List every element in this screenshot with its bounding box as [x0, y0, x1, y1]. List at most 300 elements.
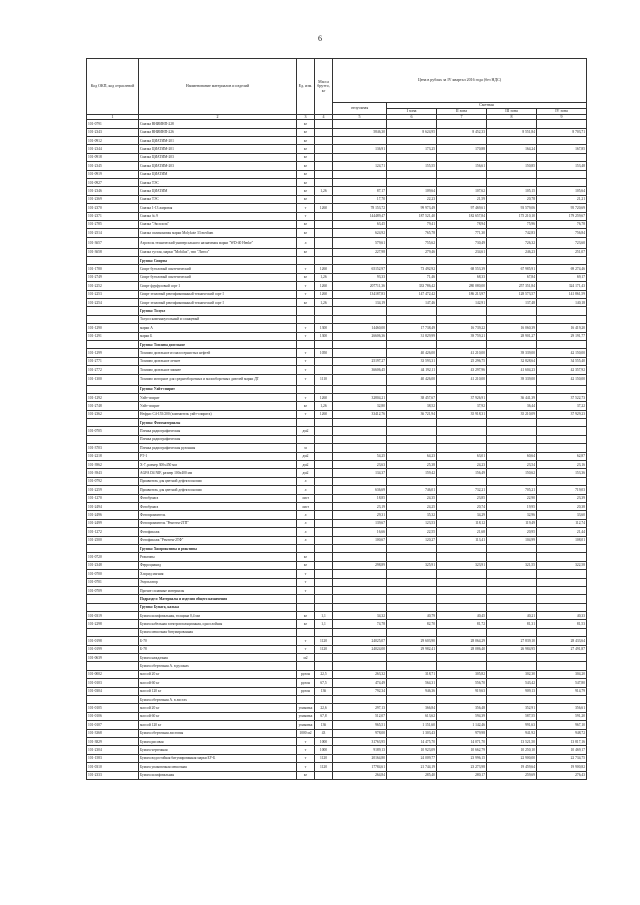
header-estimate: Сметная: [387, 103, 587, 109]
row-code: 101-2494: [87, 503, 139, 511]
row-name: Группа: Толуол: [139, 307, 297, 315]
row-zone-4: [537, 544, 587, 552]
row-zone-4: 356,61: [537, 704, 587, 712]
row-zone-4: [537, 628, 587, 636]
row-name: Бумага мешочная битумированная: [139, 628, 297, 636]
table-row: [87, 754, 587, 762]
row-unit: кг: [297, 128, 315, 136]
row-price: [333, 444, 387, 452]
row-mass: [315, 212, 333, 220]
table-row: [87, 645, 587, 653]
row-unit: кг: [297, 195, 315, 203]
row-mass: 1,1: [315, 620, 333, 628]
row-zone-2: [437, 419, 487, 427]
row-price: [333, 385, 387, 393]
row-code: 101-0105: [87, 704, 139, 712]
row-zone-1: [387, 419, 437, 427]
row-mass: [315, 195, 333, 203]
row-zone-4: 29 191,77: [537, 332, 587, 340]
row-unit: л: [297, 528, 315, 536]
row-unit: т: [297, 324, 315, 332]
row-mass: [315, 477, 333, 485]
table-row: [87, 737, 587, 745]
row-name: Топливо дизельное из малосернистых нефтей: [139, 349, 297, 357]
row-unit: кг: [297, 229, 315, 237]
row-zone-3: 32 828,64: [487, 357, 537, 365]
row-zone-3: 105,15: [487, 187, 537, 195]
row-name: массой 20 кг: [139, 670, 297, 678]
row-mass: 67,5: [315, 679, 333, 687]
row-zone-1: [387, 595, 437, 603]
row-zone-3: 39 339,00: [487, 374, 537, 385]
row-price: [333, 374, 387, 385]
row-mass: [315, 561, 333, 569]
header-zone-2: II зона: [437, 109, 487, 115]
row-price: [333, 349, 387, 357]
row-unit: кг: [297, 402, 315, 410]
row-price: [333, 586, 387, 594]
table-row: [87, 712, 587, 720]
row-zone-2: 732,21: [437, 486, 487, 494]
row-zone-2: 41 210,00: [437, 374, 487, 385]
row-code: 101-3962: [87, 461, 139, 469]
row-zone-2: 771,30: [437, 229, 487, 237]
table-row: [87, 162, 587, 170]
row-name: Смазка ЦИАТИМ-203: [139, 153, 297, 161]
row-zone-3: 909,13: [487, 687, 537, 695]
col-num: 7: [437, 115, 487, 120]
row-mass: [315, 771, 333, 779]
row-name: Бумага наждачная: [139, 654, 297, 662]
row-code: 101-3943: [87, 469, 139, 477]
table-row: [87, 637, 587, 645]
row-unit: л: [297, 519, 315, 527]
row-mass: [315, 494, 333, 502]
row-zone-3: [487, 419, 537, 427]
row-mass: [315, 357, 333, 365]
row-zone-3: 587,55: [487, 712, 537, 720]
row-price: [333, 170, 387, 178]
row-price: [333, 257, 387, 265]
row-unit: рулон: [297, 670, 315, 678]
row-zone-2: 68,33: [437, 273, 487, 281]
row-price: 36606,45: [333, 366, 387, 374]
row-zone-3: 13 521,50: [487, 737, 537, 745]
row-zone-1: 285,40: [387, 771, 437, 779]
row-name: Нефрас С4-155/200 (заменитель уайт-спирита): [139, 410, 297, 418]
row-mass: [315, 536, 333, 544]
row-zone-2: 170,88: [437, 145, 487, 153]
row-unit: [297, 695, 315, 703]
row-zone-3: 20,95: [487, 528, 537, 536]
row-zone-1: 746,01: [387, 486, 437, 494]
row-zone-2: [437, 307, 487, 315]
table-row: [87, 282, 587, 290]
row-zone-3: 41 604,23: [487, 366, 537, 374]
row-price: 26606,36: [333, 332, 387, 340]
row-zone-4: 19 900,82: [537, 763, 587, 771]
row-code: 101-0103: [87, 679, 139, 687]
row-zone-2: [437, 654, 487, 662]
row-name: Б-70: [139, 637, 297, 645]
row-zone-3: 93 579,06: [487, 204, 537, 212]
row-price: 624,92: [333, 229, 387, 237]
row-code: 101-3658: [87, 248, 139, 256]
row-zone-4: [537, 603, 587, 611]
row-zone-1: 36 721,94: [387, 410, 437, 418]
row-zone-1: 38 457,67: [387, 393, 437, 401]
row-name: Смазка силиконовая марки Molykote 33 medium: [139, 229, 297, 237]
row-code: 101-2749: [87, 273, 139, 281]
row-zone-4: 20,38: [537, 503, 587, 511]
table-row: [87, 393, 587, 401]
row-zone-3: 32,96: [487, 511, 537, 519]
row-zone-2: [437, 340, 487, 348]
row-zone-4: 27 491,87: [537, 645, 587, 653]
row-zone-1: 25,38: [387, 461, 437, 469]
table-row: [87, 237, 587, 248]
row-zone-4: [537, 578, 587, 586]
row-name: Пленка радиографическая рулонная: [139, 444, 297, 452]
table-row: [87, 366, 587, 374]
row-zone-4: 37,22: [537, 402, 587, 410]
row-price: 17784,61: [333, 763, 387, 771]
row-code: [87, 385, 139, 393]
row-zone-2: 37,92: [437, 402, 487, 410]
row-mass: 1260: [315, 393, 333, 401]
row-price: 93,33: [333, 273, 387, 281]
row-name: Топливо дизельное зимнее: [139, 366, 297, 374]
header-price-title: Цена в рублях за IV квартал 2016 года (без НДС): [333, 59, 587, 103]
row-zone-3: [487, 662, 537, 670]
row-price: 636,69: [333, 486, 387, 494]
row-price: 63,45: [333, 220, 387, 228]
row-name: Бумага шлифовальная: [139, 771, 297, 779]
row-mass: [315, 427, 333, 435]
row-code: [87, 695, 139, 703]
row-name: марки А: [139, 324, 297, 332]
row-price: [333, 544, 387, 552]
table-body: [87, 120, 587, 780]
col-num: 4: [315, 115, 333, 120]
row-code: 101-0927: [87, 178, 139, 186]
row-price: 24024,00: [333, 645, 387, 653]
row-mass: [315, 366, 333, 374]
table-row: [87, 721, 587, 729]
row-price: 134,37: [333, 469, 387, 477]
row-name: Уайт-спирит: [139, 402, 297, 410]
row-code: 101-2344: [87, 145, 139, 153]
row-code: 101-1780: [87, 265, 139, 273]
row-name: Группа: Фотоматериалы: [139, 419, 297, 427]
row-mass: [315, 486, 333, 494]
row-unit: т: [297, 754, 315, 762]
row-zone-2: 37 926,91: [437, 393, 487, 401]
row-price: 264,84: [333, 771, 387, 779]
row-zone-1: 17 738,49: [387, 324, 437, 332]
row-name: Бумага оберточная листовая: [139, 729, 297, 737]
row-mass: 1260: [315, 410, 333, 418]
row-code: [87, 628, 139, 636]
table-row: [87, 570, 587, 578]
row-zone-3: 8 551,84: [487, 128, 537, 136]
row-zone-4: 719,03: [537, 486, 587, 494]
row-mass: 1,1: [315, 612, 333, 620]
row-name: массой 60 кг: [139, 712, 297, 720]
table-row: [87, 349, 587, 357]
row-code: 101-0639: [87, 654, 139, 662]
row-zone-4: 105,64: [537, 187, 587, 195]
row-zone-4: 42 150,00: [537, 349, 587, 357]
row-name: марки Б: [139, 332, 297, 340]
row-zone-3: 259,69: [487, 771, 537, 779]
table-row: [87, 357, 587, 365]
row-zone-2: 14 071,70: [437, 737, 487, 745]
row-zone-2: 10 662,79: [437, 746, 487, 754]
row-price: 32804,21: [333, 393, 387, 401]
row-zone-1: 14 475,70: [387, 737, 437, 745]
row-price: [333, 553, 387, 561]
row-price: 124,71: [333, 162, 387, 170]
row-mass: [315, 628, 333, 636]
row-unit: т: [297, 349, 315, 357]
row-zone-1: 325,91: [387, 561, 437, 569]
row-name: Бумага водостойкая битумированная марки БУ-Б: [139, 754, 297, 762]
row-zone-3: 150,85: [487, 162, 537, 170]
row-zone-4: [537, 553, 587, 561]
row-unit: т: [297, 265, 315, 273]
row-zone-1: [387, 427, 437, 435]
row-price: [333, 307, 387, 315]
row-zone-1: [387, 385, 437, 393]
row-zone-1: 35,32: [387, 511, 437, 519]
row-mass: [315, 178, 333, 186]
row-mass: [315, 519, 333, 527]
row-zone-4: [537, 120, 587, 128]
row-zone-3: 35 210,09: [487, 410, 537, 418]
row-unit: кг: [297, 187, 315, 195]
row-zone-4: 179 259,67: [537, 212, 587, 220]
row-mass: 1120: [315, 637, 333, 645]
row-zone-2: 556,70: [437, 679, 487, 687]
table-row: [87, 204, 587, 212]
row-code: [87, 544, 139, 552]
row-zone-4: 591,20: [537, 712, 587, 720]
row-code: 101-2499: [87, 519, 139, 527]
row-code: 101-2772: [87, 366, 139, 374]
row-price: [333, 178, 387, 186]
row-zone-2: 23 273,98: [437, 763, 487, 771]
row-mass: 1,26: [315, 402, 333, 410]
row-zone-3: [487, 427, 537, 435]
row-zone-1: [387, 435, 437, 443]
table-row: [87, 620, 587, 628]
table-row: [87, 265, 587, 273]
row-price: 14460,00: [333, 324, 387, 332]
row-zone-3: 119,49: [487, 519, 537, 527]
row-code: 101-0107: [87, 721, 139, 729]
row-zone-1: 120,27: [387, 536, 437, 544]
row-name: Группа: Топлива дизельное: [139, 340, 297, 348]
row-zone-2: 156,49: [437, 469, 487, 477]
header-unit: Ед. изм.: [297, 59, 315, 115]
row-unit: кг: [297, 561, 315, 569]
row-zone-3: 67,84: [487, 273, 537, 281]
header-zone-3: III зона: [487, 109, 537, 115]
header-code: Код ОКП, код отраслевой: [87, 59, 139, 115]
row-code: 101-2343: [87, 128, 139, 136]
row-code: 101-2348: [87, 561, 139, 569]
row-code: 101-0106: [87, 712, 139, 720]
table-row: [87, 771, 587, 779]
row-code: [87, 435, 139, 443]
row-zone-4: 723,60: [537, 237, 587, 248]
row-unit: [297, 307, 315, 315]
row-zone-3: [487, 695, 537, 703]
row-zone-1: 44 192,11: [387, 366, 437, 374]
row-zone-2: [437, 178, 487, 186]
row-unit: л: [297, 237, 315, 248]
row-unit: л: [297, 477, 315, 485]
row-zone-4: [537, 257, 587, 265]
row-unit: дм2: [297, 427, 315, 435]
row-zone-4: 23,39: [537, 494, 587, 502]
row-unit: т: [297, 332, 315, 340]
row-zone-1: 29 982,41: [387, 645, 437, 653]
table-row: [87, 402, 587, 410]
row-price: 207711,36: [333, 282, 387, 290]
row-zone-2: [437, 385, 487, 393]
row-unit: т: [297, 737, 315, 745]
row-name: Смазка ЦИАТИМ-201: [139, 145, 297, 153]
row-code: 101-0319: [87, 612, 139, 620]
row-zone-3: [487, 178, 537, 186]
row-unit: т: [297, 212, 315, 220]
table-row: [87, 695, 587, 703]
row-zone-1: 40 426,00: [387, 349, 437, 357]
row-zone-1: 10 923,09: [387, 746, 437, 754]
row-price: 297,13: [333, 704, 387, 712]
row-name: массой 60 кг: [139, 679, 297, 687]
row-zone-1: [387, 170, 437, 178]
row-price: [333, 603, 387, 611]
row-zone-3: 26 984,95: [487, 645, 537, 653]
row-price: 74,78: [333, 620, 387, 628]
row-zone-4: 112,74: [537, 519, 587, 527]
row-name: массой 20 кг: [139, 704, 297, 712]
row-zone-3: 246,23: [487, 248, 537, 256]
table-row: [87, 612, 587, 620]
row-code: 101-1272: [87, 528, 139, 536]
table-row: [87, 578, 587, 586]
row-code: 101-0919: [87, 170, 139, 178]
row-unit: кг: [297, 612, 315, 620]
row-zone-2: 21,68: [437, 528, 487, 536]
row-price: [333, 340, 387, 348]
row-zone-1: 147,46: [387, 299, 437, 307]
row-zone-1: 24 009,77: [387, 754, 437, 762]
row-name: Фотобумага: [139, 503, 297, 511]
row-zone-2: 21,59: [437, 195, 487, 203]
row-zone-3: 137,48: [487, 299, 537, 307]
row-zone-2: [437, 257, 487, 265]
table-row: [87, 257, 587, 265]
row-zone-4: 22 734,75: [537, 754, 587, 762]
row-zone-2: 43 297,96: [437, 366, 487, 374]
row-mass: [315, 511, 333, 519]
row-name: Толуол каменноугольный и сланцевый: [139, 315, 297, 323]
row-mass: 1000: [315, 737, 333, 745]
row-code: 101-0199: [87, 645, 139, 653]
row-zone-4: 8 703,71: [537, 128, 587, 136]
table-row: [87, 553, 587, 561]
row-unit: кг: [297, 136, 315, 144]
row-unit: т: [297, 204, 315, 212]
row-code: 101-0918: [87, 153, 139, 161]
row-zone-2: 182 657,84: [437, 212, 487, 220]
row-zone-2: 186 213,97: [437, 290, 487, 298]
row-unit: кг: [297, 553, 315, 561]
row-zone-4: 948,72: [537, 729, 587, 737]
row-zone-2: [437, 153, 487, 161]
row-mass: [315, 662, 333, 670]
row-zone-2: [437, 170, 487, 178]
row-unit: т: [297, 410, 315, 418]
row-zone-2: 16 739,22: [437, 324, 487, 332]
row-zone-4: [537, 170, 587, 178]
row-price: 33412,76: [333, 410, 387, 418]
table-row: [87, 290, 587, 298]
table-row: [87, 628, 587, 636]
table-row: [87, 410, 587, 418]
row-zone-3: [487, 654, 537, 662]
row-name: Бумага шлифовальная, толщина 0,4 мм: [139, 612, 297, 620]
row-zone-4: 140,18: [537, 299, 587, 307]
row-price: 978,00: [333, 729, 387, 737]
row-zone-1: [387, 120, 437, 128]
table-row: [87, 248, 587, 256]
row-mass: [315, 229, 333, 237]
row-zone-2: 305,82: [437, 670, 487, 678]
row-mass: [315, 120, 333, 128]
row-zone-4: 10 469,17: [537, 746, 587, 754]
row-name: Пленка радиографическая: [139, 435, 297, 443]
row-zone-4: 304,20: [537, 670, 587, 678]
page-number: 6: [318, 34, 322, 43]
row-zone-3: 81,31: [487, 620, 537, 628]
row-price: [333, 654, 387, 662]
table-row: [87, 385, 587, 393]
table-row: [87, 229, 587, 237]
row-zone-4: [537, 444, 587, 452]
row-name: Смазка ТЭС: [139, 195, 297, 203]
row-zone-4: 62,87: [537, 452, 587, 460]
row-price: 32,80: [333, 402, 387, 410]
row-price: 965,51: [333, 721, 387, 729]
row-name: Бумага чертежная: [139, 746, 297, 754]
row-name: массой 120 кг: [139, 687, 297, 695]
row-zone-4: [537, 307, 587, 315]
row-zone-4: [537, 695, 587, 703]
row-name: Фотофиксаж: [139, 528, 297, 536]
row-zone-2: 107,62: [437, 187, 487, 195]
table-row: [87, 687, 587, 695]
header-zone-4: IV зона: [537, 109, 587, 115]
row-name: Топливо моторное для среднеоборотных и малооборотных дизелей марки ДТ: [139, 374, 297, 385]
row-zone-1: 613,62: [387, 712, 437, 720]
row-zone-4: [537, 136, 587, 144]
row-mass: 1260: [315, 282, 333, 290]
